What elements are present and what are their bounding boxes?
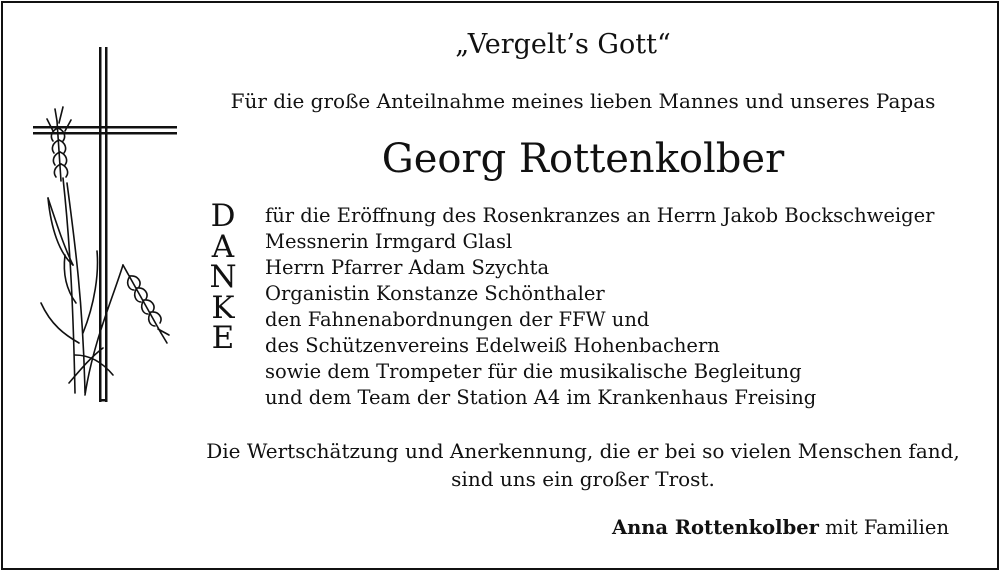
danke-letter: K <box>211 289 235 326</box>
wheat-ear-left <box>47 107 71 181</box>
danke-letter: A <box>211 228 235 265</box>
thanks-line: Messnerin Irmgard Glasl <box>265 230 513 253</box>
obituary-card <box>1 1 999 570</box>
danke-letter: N <box>209 259 237 295</box>
danke-letter: E <box>211 320 235 356</box>
cross-icon <box>33 47 177 402</box>
signature-name: Anna Rottenkolber <box>611 516 819 539</box>
thanks-list <box>265 203 934 411</box>
signature <box>612 515 949 541</box>
danke-vertical-word <box>198 198 248 356</box>
closing-line: sind uns ein großer Trost. <box>451 467 715 491</box>
wheat-ear-right <box>123 265 169 343</box>
signature-suffix: mit Familien <box>818 516 949 539</box>
closing-line: Die Wertschätzung und Anerkennung, die er bei so vielen Menschen fand, <box>206 439 960 463</box>
intro-text: Für die große Anteilnahme meines lieben Mannes und unseres Papas <box>230 89 936 113</box>
cross-and-wheat-illustration <box>3 3 203 423</box>
thanks-line: sowie dem Trompeter für die musikalische Begleitung <box>265 360 802 383</box>
thanks-line: Organistin Konstanze Schönthaler <box>265 282 605 305</box>
thanks-line: den Fahnenabordnungen der FFW und <box>265 308 650 331</box>
thanks-line: für die Eröffnung des Rosenkranzes an Herrn Jakob Bockschweiger <box>265 204 935 227</box>
thanks-line: des Schützenvereins Edelweiß Hohenbachern <box>265 334 720 357</box>
thanks-line: und dem Team der Station A4 im Krankenhaus Freising <box>265 386 817 409</box>
thanks-line: Herrn Pfarrer Adam Szychta <box>265 256 550 279</box>
closing-text <box>173 437 993 493</box>
deceased-name: Georg Rottenkolber <box>381 136 785 182</box>
notice-heading: „Vergelt’s Gott“ <box>455 29 671 60</box>
danke-letter: D <box>210 198 236 234</box>
